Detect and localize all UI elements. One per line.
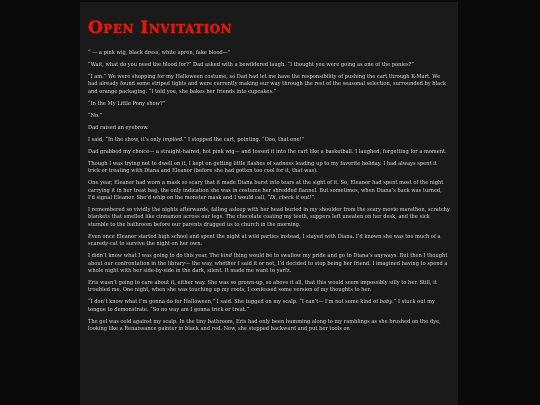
paragraph-text: “I am.” We were shopping for my Halloween costume, so Dad had let me have the responsibility of pushing the cart through K-Mart. We had already found some striped tights and were currently making our way through the rest of the seasonal selection, surrounded by black and orange packaging. “I told you, she bakes her friends into cupcakes.”: [88, 74, 447, 95]
story-page: [80, 2, 458, 405]
emphasized-text: kind: [220, 253, 232, 260]
story-paragraph: [88, 149, 450, 156]
story-paragraph: [88, 319, 450, 334]
story-paragraph: [88, 234, 450, 249]
story-paragraph: [88, 253, 450, 275]
story-paragraph: [88, 180, 450, 202]
story-paragraph: [88, 161, 450, 176]
paragraph-text: “No.”: [88, 112, 103, 119]
story-paragraph: [88, 113, 450, 120]
paragraph-text: .” I stopped the cart, pointing. “Ooo, that one!”: [182, 136, 305, 143]
paragraph-text: “I don’t know what I’m gonna do for Halloween,” I said. She tugged on my scalp. “I can’t— I’m not some kind of: [88, 299, 380, 306]
story-paragraph: [88, 74, 450, 96]
story-paragraph: [88, 299, 450, 314]
paragraph-text: I said, “In the show, it’s only: [88, 136, 163, 143]
paragraph-text: Eris wasn’t going to care about it, either way. She was so grown-up, so above it all, that this would seem impossibly silly to her. Still, it troubled me. One night, when she was touching up my roots, I confessed some version of my thoughts to her.: [88, 280, 437, 294]
paragraph-text: Dad grabbed my choice— a straight-haired, hot pink wig— and tossed it into the cart like a basketball. I laughed, forgetting for a moment.: [88, 148, 447, 155]
story-paragraph: [88, 125, 450, 132]
paragraph-text: The gel was cold against my scalp. In the tiny bathroom, Eris had only been humming along to my ramblings as she brushed on the dye, looking like a Renaissance painter in black and red. Now, she stepped backward and put her tools on: [88, 318, 441, 333]
paragraph-text: Even once Eleanor started high school and spent the night at wild parties instead, I stayed with Diana. I’d known she was too much of a scaredy-cat to survive the night on her own.: [88, 233, 441, 248]
paragraph-text: “ — a pink wig, black dress, white apron, fake blood—”: [88, 50, 231, 56]
paragraph-text: One year, Eleanor had worn a mask so scary that it made Diana burst into tears at the sight of it. So, Eleanor had spent most of the night carrying it in her treat bag, the only indication she was in costume her shredded flannel. But sometimes, when Diana’s back was turned, I’d signal Eleanor. She’d whip on the monster mask and I would call, “: [88, 180, 444, 202]
story-paragraph: [88, 207, 450, 229]
emphasized-text: baby: [379, 299, 393, 306]
emphasized-text: Di, check it out!: [269, 195, 312, 202]
story-body: [88, 50, 450, 334]
story-title: Open Invitation: [88, 18, 233, 38]
paragraph-text: “In the My Little Pony show?”: [88, 100, 166, 107]
story-paragraph: [88, 280, 450, 295]
paragraph-text: I didn’t know what I was going to do this year. The: [88, 253, 221, 260]
story-paragraph: [88, 137, 450, 144]
paragraph-text: “Wait, what do you need the blood for?” Dad asked with a bewildered laugh. “I thought you were going as one of the ponies?”: [88, 62, 414, 68]
paragraph-text: .” I stuck out my tongue to demonstrate. “So no way am I gonna trick or treat.”: [88, 299, 435, 313]
paragraph-text: I remembered so vividly the nights afterwards, falling asleep with her head buried in my shoulder from the scary movie marathon, scratchy blankets that smelled like cinnamon across our legs. The chocolate coating my teeth, suppers left uneaten on her desk, and the sick stumble to the bathroom before our parents dragged us to church in the morning.: [88, 207, 450, 228]
paragraph-text: Dad raised an eyebrow.: [88, 124, 149, 131]
story-paragraph: [88, 101, 450, 108]
story-paragraph: [88, 50, 450, 57]
paragraph-text: thing would be to swallow my pride and go to Diana’s anyways. But then I thought about our confrontation in the library— the way, whether I said it or not, I’d decided to stop being her friend. I imagined having to spend a whole night with her side-by-side in the dark, silent. It made me want to yarfz.: [88, 253, 448, 275]
paragraph-text: Though I was trying not to dwell on it, I kept on getting little flashes of sadness leading up to my favorite holiday. I had always spent it trick or treating with Diana and Eleanor (before she had gotten too cool for it, that was).: [88, 160, 437, 175]
paragraph-text: ”.: [311, 195, 316, 202]
emphasized-text: implied: [162, 136, 183, 143]
story-paragraph: [88, 62, 450, 69]
